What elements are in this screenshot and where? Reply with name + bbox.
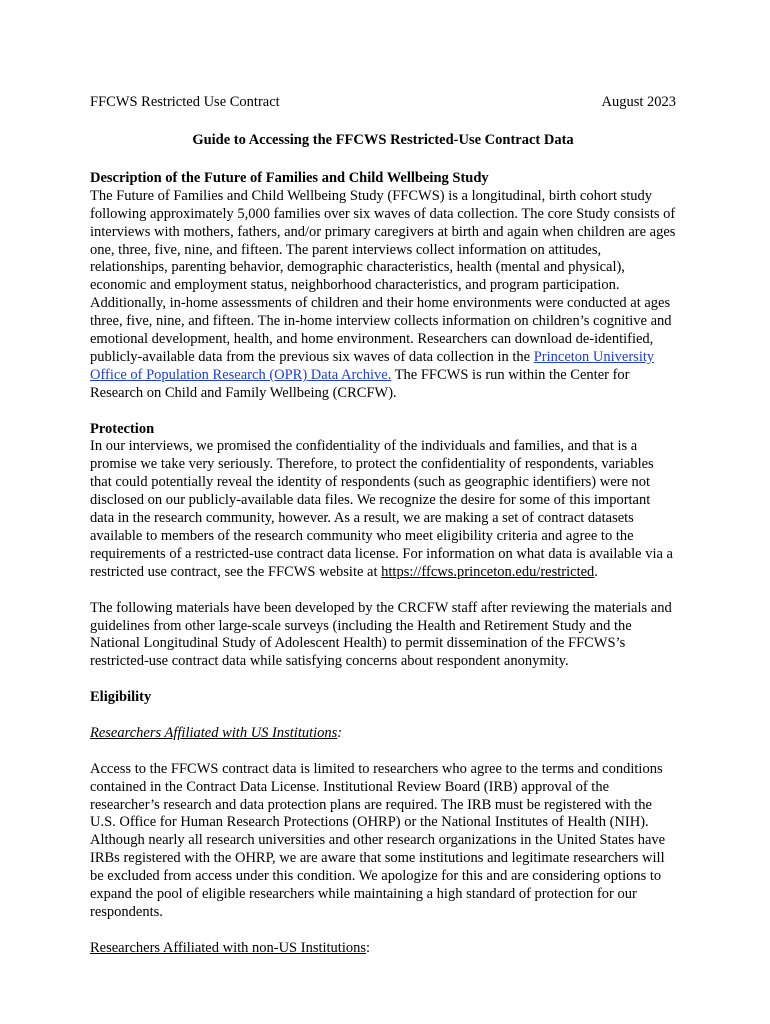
description-section	[90, 170, 676, 403]
description-heading: Description of the Future of Families and Child Wellbeing Study	[90, 169, 489, 186]
opr-data-archive-link[interactable]: Princeton University Office of Population Research (OPR) Data Archive.	[90, 348, 655, 383]
us-institutions-label: Researchers Affiliated with US Institutions	[90, 724, 338, 741]
eligibility-heading: Eligibility	[90, 689, 152, 706]
description-text-end: The FFCWS is run within the Center for Research on Child and Family Wellbeing (CRCFW).	[90, 366, 630, 401]
nonus-institutions-label: Researchers Affiliated with non-US Institutions	[90, 939, 366, 956]
eligibility-section	[90, 689, 676, 958]
materials-paragraph: The following materials have been developed by the CRCFW staff after reviewing the materials and guidelines from other large-scale surveys (including the Health and Retirement Study and the National Longitudinal Study of Adolescent Health) to permit dissemination of the FFCWS’s restricted-use contract data while satisfying concerns about respondent anonymity.	[90, 599, 672, 670]
document-title: Guide to Accessing the FFCWS Restricted-Use Contract Data	[192, 132, 574, 148]
page-header	[90, 94, 676, 112]
description-text: The Future of Families and Child Wellbeing Study (FFCWS) is a longitudinal, birth cohort study following approximately 5,000 families over six waves of data collection. The core Study consists of interviews with mothers, fathers, and/or primary caregivers at birth and again when children are ages one, three, five, nine, and fifteen. The parent interviews collect information on attitudes, relationships, parenting behavior, demographic characteristics, health (mental and physical), economic and employment status, neighborhood characteristics, and program participation. Additionally, in-home assessments of children and their home environments were conducted at ages three, five, nine, and fifteen. The in-home interview collects information on children’s cognitive and emotional development, health, and home environment. Researchers can download de-identified, publicly-available data from the previous six waves of data collection in the	[90, 187, 676, 365]
protection-body	[90, 438, 676, 581]
header-left: FFCWS Restricted Use Contract	[90, 94, 280, 110]
protection-section	[90, 421, 676, 582]
document-page	[90, 94, 676, 976]
nonus-institutions-colon: :	[366, 939, 371, 956]
us-institutions-text: Access to the FFCWS contract data is limited to researchers who agree to the terms and conditions contained in the Contract Data License. Institutional Review Board (IRB) approval of the researcher’s research and data protection plans are required. The IRB must be registered with the U.S. Office for Human Research Protections (OHRP) or the National Institutes of Health (NIH). Although nearly all research universities and other research organizations in the United States have IRBs registered with the OHRP, we are aware that some institutions and legitimate researchers will be excluded from access under this condition. We apologize for this and are considering options to expand the pool of eligible researchers while maintaining a high standard of protection for our respondents.	[90, 760, 666, 920]
nonus-institutions-subheading	[90, 940, 676, 958]
us-institutions-colon: :	[337, 724, 343, 741]
us-institutions-subheading	[90, 725, 676, 743]
ffcws-restricted-link[interactable]: https://ffcws.princeton.edu/restricted	[381, 563, 595, 580]
description-body	[90, 188, 676, 403]
protection-heading: Protection	[90, 420, 155, 437]
protection-text-end: .	[594, 563, 598, 580]
protection-text: In our interviews, we promised the confidentiality of the individuals and families, and that is a promise we take very seriously. Therefore, to protect the confidentiality of respondents, variables that could potentially reveal the identity of respondents (such as geographic identifiers) were not disclosed on our publicly-available data files. We recognize the desire for some of this important data in the research community, however. As a result, we are making a set of contract datasets available to members of the research community who meet eligibility criteria and agree to the requirements of a restricted-use contract data license. For information on what data is available via a restricted use contract, see the FFCWS website at	[90, 438, 673, 580]
header-date: August 2023	[601, 94, 676, 110]
